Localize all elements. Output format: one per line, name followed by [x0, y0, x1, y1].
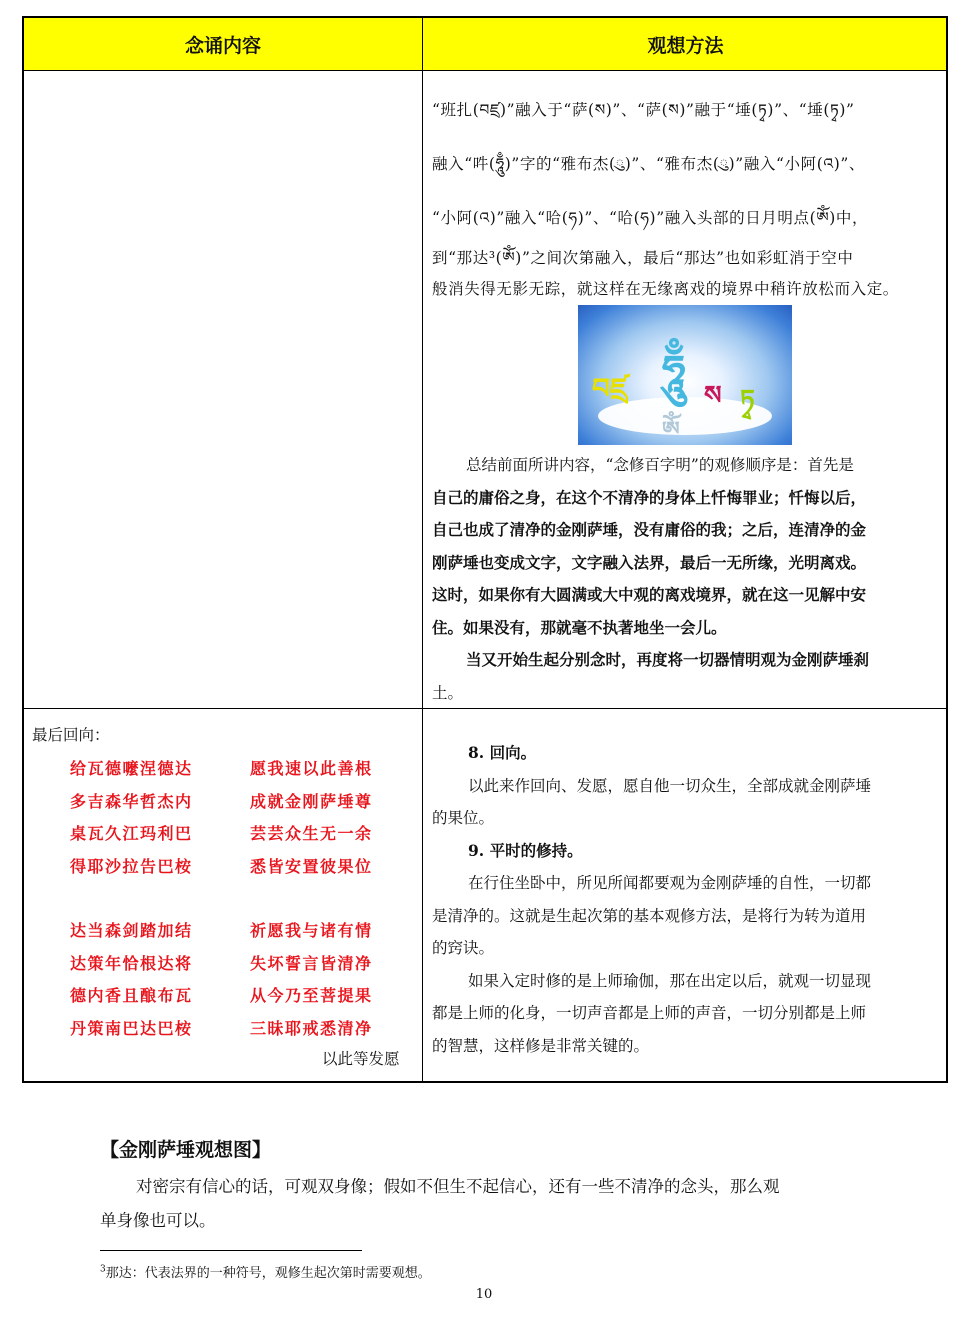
- verse-line: 祈愿我与诸有情: [250, 921, 373, 940]
- summary-line: 刚萨埵也变成文字，文字融入法界，最后一无所缘，光明离戏。: [432, 552, 867, 572]
- text-line: 融入“吽(ཧཱུྃ)”字的“雅布杰(ུ)”、“雅布杰(ུ)”融入“小阿(འ)”、: [432, 155, 865, 173]
- text-line: 在行住坐卧中，所见所闻都要观为金刚萨埵的自性，一切都: [468, 874, 872, 892]
- syllable-sa: ས: [704, 381, 722, 411]
- text-line: 般消失得无影无踪，就这样在无缘离戏的境界中稍许放松而入定。: [432, 280, 899, 298]
- footnote-rule: [100, 1250, 362, 1251]
- section-paragraph: [100, 1170, 880, 1238]
- verse-line: 给瓦德嚒涅德达: [70, 759, 193, 778]
- verse-line: 德内香且酿布瓦: [70, 986, 193, 1005]
- text-line: 对密宗有信心的话，可观双身像；假如不但生不起信心，还有一些不清净的念头，那么观: [136, 1177, 780, 1196]
- section-title: 【金刚萨埵观想图】: [100, 1139, 272, 1161]
- fusion-text: [432, 85, 942, 243]
- summary-line: 自己也成了清净的金刚萨埵，没有庸俗的我；之后，连清净的金: [432, 520, 867, 539]
- heading-daily-practice: 9. 平时的修持。: [468, 840, 583, 860]
- text-line: “小阿(འ)”融入“哈(ཧ)”、“哈(ཧ)”融入头部的日月明点(ༀ)中，: [432, 209, 869, 227]
- text-line: 到“那达³(ༀ)”之间次第融入，最后“那达”也如彩虹消于空中: [432, 249, 854, 267]
- verse-line: 从今乃至菩提果: [250, 986, 373, 1005]
- text-line: “班扎(བཛྲ)”融入于“萨(ས)”、“萨(ས)”融于“埵(ཏྭ)”、“埵(ཏྭ)”: [432, 101, 855, 119]
- column-divider: [422, 18, 423, 1081]
- syllable-om: ༀ: [662, 418, 680, 443]
- text-line: 单身像也可以。: [100, 1211, 216, 1230]
- footnote-mark: 3: [100, 1264, 106, 1275]
- text-line: 如果入定时修的是上师瑜伽，那在出定以后，就观一切显现: [468, 971, 872, 990]
- syllable-tva: ཏྭ: [740, 385, 755, 415]
- header-visualization: 观想方法: [647, 35, 724, 57]
- text-line: 以此来作回向、发愿，愿自他一切众生，全部成就金刚萨埵: [468, 776, 872, 795]
- verse-gap: [250, 883, 373, 915]
- verse-line: 多吉森华哲杰内: [70, 791, 193, 811]
- footnote: [100, 1262, 431, 1281]
- summary-line: 当又开始生起分别念时，再度将一切器情明观为金刚萨埵刹: [466, 650, 870, 669]
- dedication-heading: 最后回向：: [32, 726, 110, 744]
- verses-tibetan-col: [70, 753, 193, 1045]
- text-line: 都是上师的化身，一切声音都是上师的声音，一切分别都是上师: [432, 1004, 867, 1022]
- verse-line: 愿我速以此善根: [250, 759, 373, 778]
- summary-text: 总结前面所讲内容，“念修百字明”的观修顺序是：首先是: [466, 456, 854, 474]
- verse-line: 达策年恰根达将: [70, 953, 193, 973]
- verse-gap: [70, 883, 193, 915]
- text-line: 的窍诀。: [432, 939, 495, 957]
- heading-dedication: 8. 回向。: [468, 743, 537, 762]
- header-recitation: 念诵内容: [184, 35, 261, 57]
- verse-line: 三昧耶戒悉清净: [250, 1018, 373, 1038]
- practice-section: [432, 737, 944, 1062]
- verse-line: 失坏誓言皆清净: [250, 953, 373, 973]
- vajrasattva-syllables-image: [578, 305, 792, 445]
- verse-line: 得耶沙拉告巴桉: [70, 856, 193, 876]
- syllable-vajra: བཛྲ: [592, 372, 628, 405]
- verses-chinese-col: [250, 753, 373, 1045]
- verse-line: 成就金刚萨埵尊: [250, 791, 373, 811]
- verse-line: 悉皆安置彼果位: [250, 856, 373, 876]
- text-line: 是清净的。这就是生起次第的基本观修方法，是将行为转为道用: [432, 906, 867, 925]
- summary-line: [432, 449, 944, 482]
- verse-line: 达当森剑踏加结: [70, 921, 193, 940]
- syllable-hum: ཧཱུྃ: [662, 346, 686, 395]
- page-number: 10: [475, 1287, 493, 1302]
- footnote-text: 那达：代表法界的一种符号，观修生起次第时需要观想。: [105, 1266, 431, 1281]
- dedication-footer: 以此等发愿: [322, 1050, 400, 1068]
- summary-line: 住。如果没有，那就毫不执著地坐一会儿。: [432, 617, 727, 637]
- fusion-text-cont: [432, 243, 942, 305]
- summary-line: 这时，如果你有大圆满或大中观的离戏境界，就在这一见解中安: [432, 585, 867, 604]
- header-divider: [24, 70, 946, 71]
- text-line: 的智慧，这样修是非常关键的。: [432, 1036, 650, 1055]
- verse-line: 丹策南巴达巴桉: [70, 1018, 193, 1038]
- verse-line: 芸芸众生无一余: [250, 824, 373, 843]
- text-line: 的果位。: [432, 809, 495, 827]
- verse-line: 桌瓦久江玛利巴: [70, 824, 193, 843]
- summary-paragraph: [432, 449, 944, 709]
- summary-line: 自己的庸俗之身，在这个不清净的身体上忏悔罪业；忏悔以后，: [432, 487, 867, 507]
- summary-line: 土。: [432, 683, 464, 702]
